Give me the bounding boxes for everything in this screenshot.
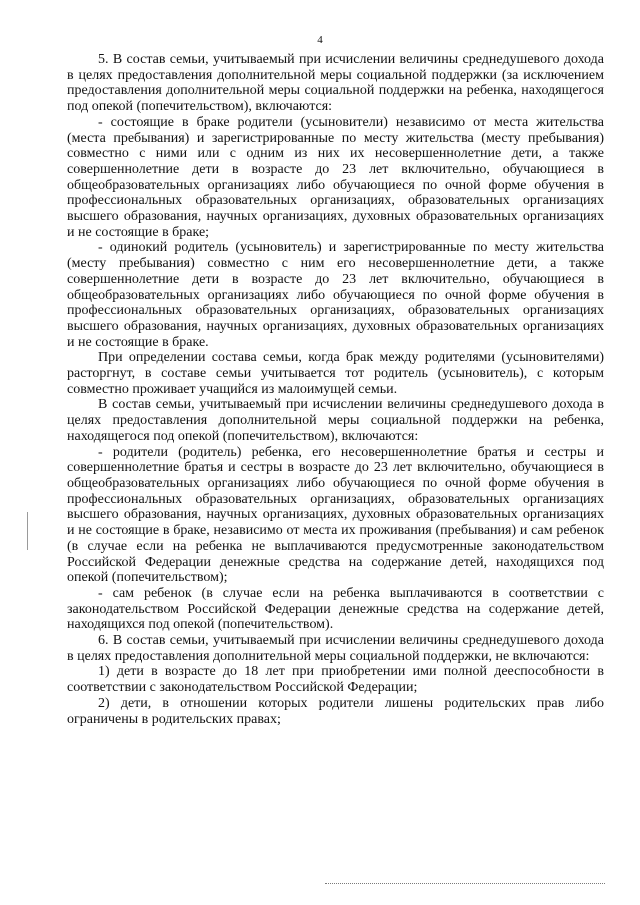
paragraph-single-parent: - одинокий родитель (усыновитель) и зарегистрированные по месту жительства (месту пребывания) совместно с ним его несовершеннолетние дети, а также совершеннолетние дети в возрасте до 23 лет включительно, обучающиеся в общеобразовательных организациях либо обучающиеся по очной форме обучения в профессиональных образовательных организациях, образовательных организациях высшего образования, научных организациях, духовных образовательных организациях и не состоящие в браке. bbox=[67, 240, 604, 350]
paragraph-6-item-2: 2) дети, в отношении которых родители лишены родительских прав либо ограничены в родительских правах; bbox=[67, 695, 604, 727]
paragraph-5-intro: 5. В состав семьи, учитываемый при исчислении величины среднедушевого дохода в целях предоставления дополнительной меры социальной поддержки (за исключением предоставления дополнительной меры социальной поддержки на ребенка, находящегося под опекой (попечительством), включаются: bbox=[67, 52, 604, 115]
paragraph-6-item-1: 1) дети в возрасте до 18 лет при приобретении ими полной дееспособности в соответствии с законодательством Российской Федерации; bbox=[67, 664, 604, 696]
paragraph-married-parents: - состоящие в браке родители (усыновители) независимо от места жительства (места пребывания) и зарегистрированные по месту жительства (месту пребывания) совместно с ними или с одним из них их несовершеннолетние дети, а также совершеннолетние дети в возрасте до 23 лет включительно, обучающиеся в общеобразовательных организациях либо обучающиеся по очной форме обучения в профессиональных образовательных организациях, образовательных организациях высшего образования, научных организациях, духовных образовательных организациях и не состоящие в браке; bbox=[67, 114, 604, 240]
paragraph-guardianship-intro: В состав семьи, учитываемый при исчислении величины среднедушевого дохода в целях предоставления дополнительной меры социальной поддержки на ребенка, находящегося под опекой (попечительством), включаются: bbox=[67, 397, 604, 444]
scan-margin-mark bbox=[27, 512, 28, 550]
footer-dotted-line bbox=[325, 883, 605, 884]
document-body bbox=[67, 52, 604, 727]
paragraph-guardianship-child: - сам ребенок (в случае если на ребенка выплачиваются в соответствии с законодательством Российской Федерации денежные средства на содержание детей, находящихся под опекой (попечительством). bbox=[67, 585, 604, 633]
page-number: 4 bbox=[317, 34, 323, 46]
paragraph-divorce: При определении состава семьи, когда брак между родителями (усыновителями) расторгнут, в составе семьи учитывается тот родитель (усыновитель), с которым совместно проживает учащийся из малоимущей семьи. bbox=[67, 350, 604, 397]
paragraph-6-intro: 6. В состав семьи, учитываемый при исчислении величины среднедушевого дохода в целях предоставления дополнительной меры социальной поддержки, не включаются: bbox=[67, 633, 604, 664]
paragraph-guardianship-relatives: - родители (родитель) ребенка, его несовершеннолетние братья и сестры и совершеннолетние братья и сестры в возрасте до 23 лет включительно, обучающиеся в общеобразовательных организациях либо обучающиеся по очной форме обучения в профессиональных образовательных организациях, образовательных организациях высшего образования, научных организациях, духовных образовательных организациях и не состоящие в браке, независимо от места их проживания (пребывания) и сам ребенок (в случае если на ребенка не выплачиваются предусмотренные законодательством Российской Федерации денежные средства на содержание детей, находящихся под опекой (попечительством); bbox=[67, 444, 604, 586]
